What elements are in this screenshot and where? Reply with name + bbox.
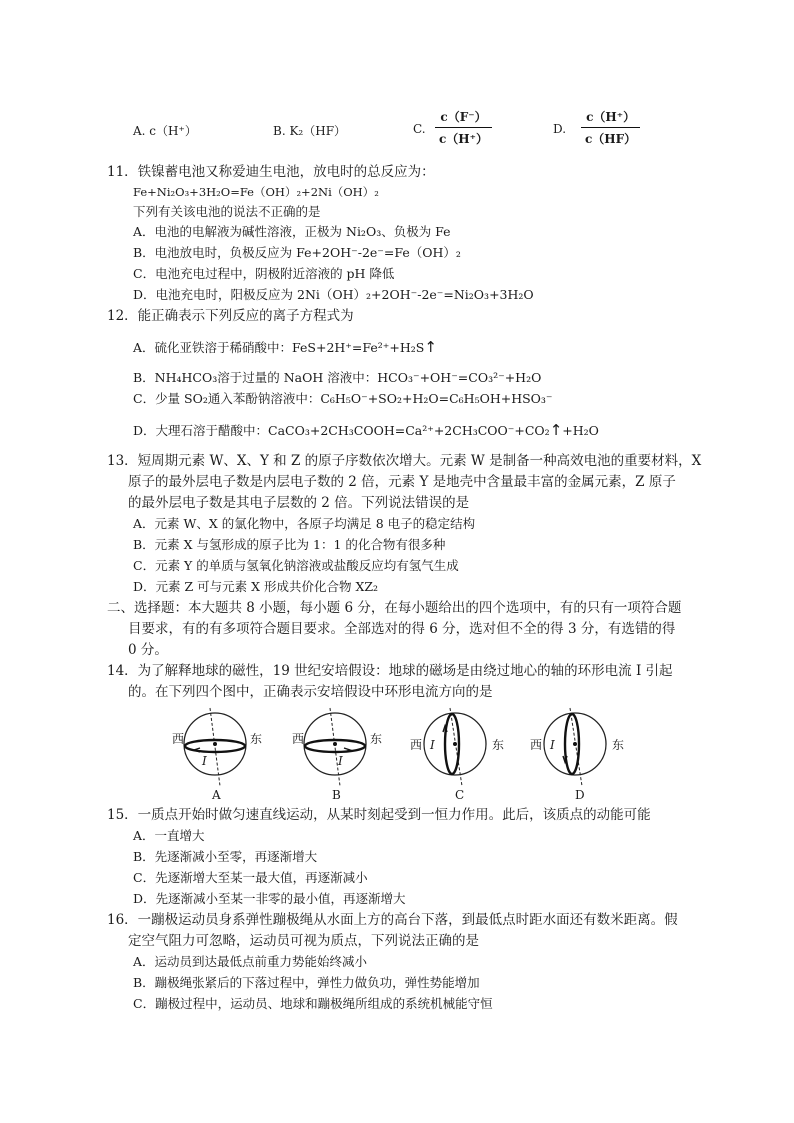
q10-d-denominator: c（HF） [585, 132, 637, 146]
figure-label: B [332, 788, 341, 802]
q13-option-a: A．元素 W、X 的氯化物中，各原子均满足 8 电子的稳定结构 [133, 516, 476, 531]
q11-stem: 11．铁镍蓄电池又称爱迪生电池，放电时的总反应为： [107, 164, 435, 180]
q12-option-c: C．少量 SO₂通入苯酚钠溶液中：C₆H₅O⁻+SO₂+H₂O=C₆H₅OH+HSO₃⁻ [133, 391, 553, 406]
q11-option-b: B．电池放电时，负极反应为 Fe+2OH⁻-2e⁻=Fe（OH）₂ [133, 245, 461, 260]
q11-option-d: D．电池充电时，阳极反应为 2Ni（OH）₂+2OH⁻-2e⁻=Ni₂O₃+3H₂O [133, 287, 534, 302]
q16-option-c: C．蹦极过程中，运动员、地球和蹦极绳所组成的系统机械能守恒 [133, 996, 493, 1011]
q15-option-d: D．先逐渐减小至某一非零的最小值，再逐渐增大 [133, 891, 406, 906]
q14-figure-d [520, 706, 630, 806]
q12-option-b: B．NH₄HCO₃溶于过量的 NaOH 溶液中：HCO₃⁻+OH⁻=CO₃²⁻+H₂O [133, 370, 542, 385]
q13-option-b: B．元素 X 与氢形成的原子比为 1：1 的化合物有很多种 [133, 537, 446, 552]
up-arrow-icon: ↑ [549, 421, 563, 439]
q12-option-d-tail: +H₂O [562, 423, 599, 438]
q16-line-2: 定空气阻力可忽略，运动员可视为质点，下列说法正确的是 [128, 933, 479, 949]
q14-figure-b [280, 706, 390, 806]
figure-label: D [575, 788, 585, 802]
q12-option-a-text: A．硫化亚铁溶于稀硝酸中：FeS+2H⁺=Fe²⁺+H₂S [133, 340, 425, 355]
q11-option-a: A．电池的电解液为碱性溶液，正极为 Ni₂O₃、负极为 Fe [133, 224, 451, 239]
q13-line-1: 13．短周期元素 W、X、Y 和 Z 的原子序数依次增大。元素 W 是制备一种高效电池的重要材料，X [107, 453, 702, 469]
q11-ask: 下列有关该电池的说法不正确的是 [133, 204, 321, 219]
q13-line-2: 原子的最外层电子数是内层电子数的 2 倍，元素 Y 是地壳中含量最丰富的金属元素，Z 原子 [128, 474, 676, 490]
q13-option-d: D．元素 Z 可与元素 X 形成共价化合物 XZ₂ [133, 579, 379, 594]
q10-d-numerator: c（H⁺） [586, 110, 636, 124]
q10-option-d-label: D. [553, 122, 567, 136]
section-2-line-1: 二、选择题：本大题共 8 小题，每小题 6 分，在每小题给出的四个选项中，有的只有一项符合题 [107, 600, 682, 616]
q13-line-3: 的最外层电子数是其电子层数的 2 倍。下列说法错误的是 [128, 495, 470, 511]
current-label: I [338, 754, 343, 768]
q10-option-d-fraction [581, 108, 640, 147]
current-label: I [550, 738, 555, 752]
west-label: 西 [172, 732, 185, 746]
q12-option-d-text: D．大理石溶于醋酸中：CaCO₃+2CH₃COOH=Ca²⁺+2CH₃COO⁻+CO₂ [133, 423, 550, 438]
up-arrow-icon: ↑ [424, 338, 437, 356]
q11-equation: Fe+Ni₂O₃+3H₂O=Fe（OH）₂+2Ni（OH）₂ [133, 185, 379, 199]
q16-option-b: B．蹦极绳张紧后的下落过程中，弹性力做负功，弹性势能增加 [133, 975, 480, 990]
q16-line-1: 16．一蹦极运动员身系弹性蹦极绳从水面上方的高台下落，到最低点时距水面还有数米距离。假 [107, 912, 678, 928]
west-label: 西 [410, 738, 423, 752]
q10-options [133, 108, 693, 158]
q16-option-a: A．运动员到达最低点前重力势能始终减小 [133, 954, 368, 969]
q10-c-denominator: c（H⁺） [439, 132, 488, 146]
q15-stem: 15．一质点开始时做匀速直线运动，从某时刻起受到一恒力作用。此后，该质点的动能可能 [107, 807, 651, 823]
q14-figure-c [400, 706, 510, 806]
q11-option-c: C．电池充电过程中，阴极附近溶液的 pH 降低 [133, 266, 395, 281]
west-label: 西 [530, 738, 543, 752]
east-label: 东 [250, 732, 263, 746]
q13-option-c: C．元素 Y 的单质与氢氧化钠溶液或盐酸反应均有氢气生成 [133, 558, 459, 573]
fraction-bar [581, 127, 640, 128]
east-label: 东 [370, 732, 383, 746]
figure-label: C [455, 788, 465, 802]
east-label: 东 [612, 738, 625, 752]
east-label: 东 [492, 738, 505, 752]
q10-c-numerator: c（F⁻） [440, 110, 487, 124]
q14-line-2: 的。在下列四个图中，正确表示安培假设中环形电流方向的是 [128, 684, 493, 700]
fraction-bar [435, 127, 492, 128]
q15-option-c: C．先逐渐增大至某一最大值，再逐渐减小 [133, 870, 368, 885]
q15-option-a: A．一直增大 [133, 828, 205, 843]
q14-line-1: 14．为了解释地球的磁性，19 世纪安培假设：地球的磁场是由绕过地心的轴的环形电流 I 引起 [107, 663, 673, 679]
section-2-line-2: 目要求，有的有多项符合题目要求。全部选对的得 6 分，选对但不全的得 3 分，有选错的得 [128, 621, 676, 637]
q14-figures [160, 706, 630, 806]
q12-option-d [133, 421, 599, 440]
q10-option-b: B. K₂（HF） [273, 124, 347, 138]
figure-label: A [212, 788, 221, 802]
q10-option-a: A. c（H⁺） [133, 124, 197, 138]
section-2-line-3: 0 分。 [128, 642, 168, 658]
q10-option-c-label: C. [413, 122, 426, 136]
current-label: I [430, 738, 435, 752]
q15-option-b: B．先逐渐减小至零，再逐渐增大 [133, 849, 318, 864]
current-label: I [202, 754, 207, 768]
q12-stem: 12．能正确表示下列反应的离子方程式为 [107, 308, 354, 324]
q12-option-a [133, 338, 437, 357]
q14-figure-a [160, 706, 270, 806]
west-label: 西 [292, 732, 305, 746]
q10-option-c-fraction [435, 108, 492, 147]
